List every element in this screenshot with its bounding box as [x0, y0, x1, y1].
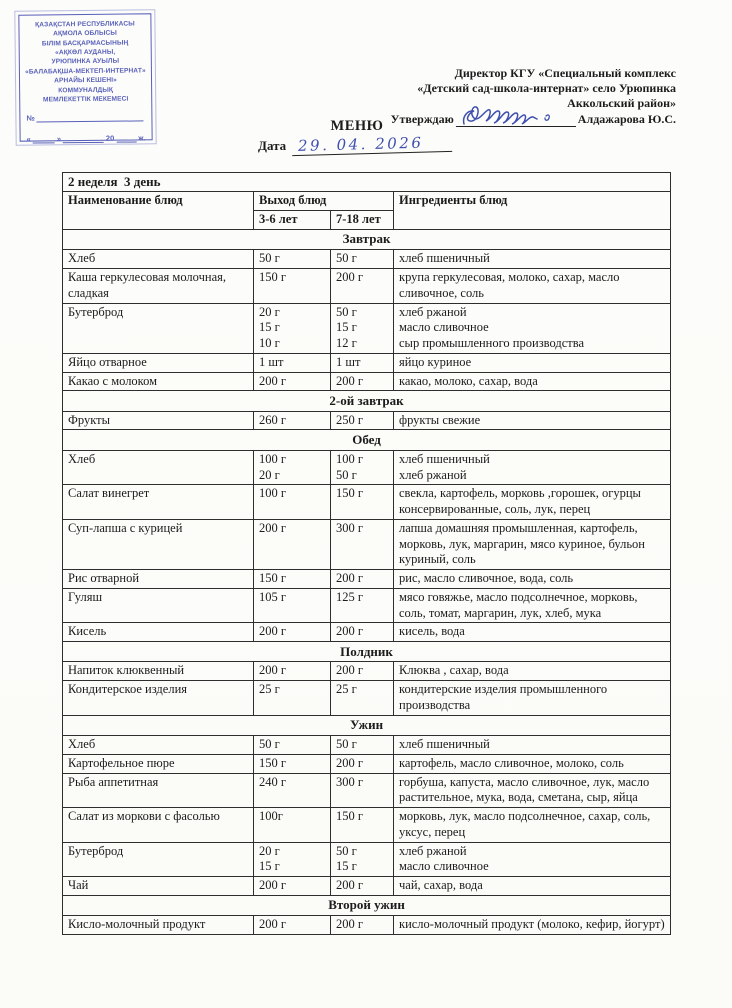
dish-name-cell: Какао с молоком [63, 372, 254, 391]
ingredients-cell: хлеб ржаной масло сливочное сыр промышленного производства [394, 303, 671, 353]
approver-name: Алдажарова Ю.С. [577, 112, 676, 126]
portion-3-6-cell: 200 г [254, 519, 331, 569]
ingredients-cell: картофель, масло сливочное, молоко, соль [394, 754, 671, 773]
portion-7-18-cell: 200 г [331, 269, 394, 304]
director-line-2: «Детский сад-школа-интернат» село Урюпинка [417, 81, 676, 95]
section-title: Полдник [63, 642, 671, 662]
portion-3-6-cell: 200 г [254, 662, 331, 681]
menu-row [63, 842, 671, 877]
section-title: 2-ой завтрак [63, 391, 671, 411]
menu-row [63, 372, 671, 391]
dish-name-cell: Рис отварной [63, 570, 254, 589]
menu-row [63, 250, 671, 269]
portion-3-6-cell: 25 г [254, 681, 331, 716]
stamp-line: УРЮПИНКА АУЫЛЫ [51, 58, 120, 66]
portion-7-18-cell: 50 г [331, 736, 394, 755]
ingredients-cell: хлеб пшеничный [394, 736, 671, 755]
portion-7-18-cell: 100 г 50 г [331, 450, 394, 485]
dish-name-cell: Салат из моркови с фасолью [63, 808, 254, 843]
portion-7-18-cell: 25 г [331, 681, 394, 716]
stamp-year-suffix: ж. [138, 133, 146, 143]
portion-7-18-cell: 200 г [331, 570, 394, 589]
section-header-row [63, 642, 671, 662]
portion-3-6-cell: 200 г [254, 916, 331, 935]
section-header-row [63, 715, 671, 735]
dish-name-cell: Чай [63, 877, 254, 896]
dish-name-cell: Бутерброд [63, 303, 254, 353]
section-header-row [63, 391, 671, 411]
ingredients-cell: горбуша, капуста, масло сливочное, лук, масло растительное, мука, вода, сметана, сыр, яйца [394, 773, 671, 808]
col-header-ingredients: Ингредиенты блюд [394, 192, 671, 230]
portion-7-18-cell: 200 г [331, 372, 394, 391]
portion-7-18-cell: 250 г [331, 411, 394, 430]
portion-3-6-cell: 50 г [254, 250, 331, 269]
portion-3-6-cell: 150 г [254, 570, 331, 589]
menu-row [63, 877, 671, 896]
section-title: Ужин [63, 715, 671, 735]
stamp-line: ҚАЗАҚСТАН РЕСПУБЛИКАСЫ [35, 20, 135, 29]
stamp-date-line [25, 134, 148, 144]
col-header-age-7-18: 7-18 лет [331, 211, 394, 230]
dish-name-cell: Хлеб [63, 450, 254, 485]
ingredients-cell: хлеб ржаной масло сливочное [394, 842, 671, 877]
dish-name-cell: Фрукты [63, 411, 254, 430]
menu-row [63, 450, 671, 485]
dish-name-cell: Хлеб [63, 250, 254, 269]
portion-3-6-cell: 20 г 15 г [254, 842, 331, 877]
stamp-day-blank [33, 136, 55, 144]
director-line-1: Директор КГУ «Специальный комплекс [454, 66, 676, 80]
section-header-row [63, 229, 671, 249]
portion-3-6-cell: 200 г [254, 623, 331, 642]
portion-3-6-cell: 100г [254, 808, 331, 843]
week-day-row [63, 173, 671, 192]
menu-row [63, 681, 671, 716]
section-title: Завтрак [63, 229, 671, 249]
stamp-year-blank [116, 135, 136, 143]
menu-row [63, 570, 671, 589]
dish-name-cell: Суп-лапша с курицей [63, 519, 254, 569]
column-header-row [63, 192, 671, 211]
menu-row [63, 662, 671, 681]
portion-3-6-cell: 1 шт [254, 353, 331, 372]
portion-3-6-cell: 105 г [254, 588, 331, 623]
dish-name-cell: Напиток клюквенный [63, 662, 254, 681]
dish-name-cell: Кисель [63, 623, 254, 642]
portion-3-6-cell: 240 г [254, 773, 331, 808]
title-block [253, 118, 483, 154]
ingredients-cell: хлеб пшеничный хлеб ржаной [394, 450, 671, 485]
menu-row [63, 485, 671, 520]
portion-7-18-cell: 125 г [331, 588, 394, 623]
dish-name-cell: Рыба аппетитная [63, 773, 254, 808]
approve-label: Утверждаю [390, 112, 454, 126]
portion-7-18-cell: 300 г [331, 773, 394, 808]
ingredients-cell: кисло-молочный продукт (молоко, кефир, йогурт) [394, 916, 671, 935]
stamp-line: МЕМЛЕКЕТТІК МЕКЕМЕСІ [43, 95, 129, 104]
ingredients-cell: какао, молоко, сахар, вода [394, 372, 671, 391]
ingredients-cell: кисель, вода [394, 623, 671, 642]
portion-3-6-cell: 150 г [254, 269, 331, 304]
portion-7-18-cell: 200 г [331, 754, 394, 773]
dish-name-cell: Картофельное пюре [63, 754, 254, 773]
dish-name-cell: Кисло-молочный продукт [63, 916, 254, 935]
section-title: Второй ужин [63, 895, 671, 915]
portion-7-18-cell: 150 г [331, 485, 394, 520]
ingredients-cell: рис, масло сливочное, вода, соль [394, 570, 671, 589]
menu-row [63, 754, 671, 773]
menu-table [62, 172, 671, 935]
ingredients-cell: свекла, картофель, морковь ,горошек, огурцы консервированные, соль, лук, перец [394, 485, 671, 520]
stamp-line: АҚМОЛА ОБЛЫСЫ [53, 30, 117, 38]
portion-3-6-cell: 50 г [254, 736, 331, 755]
portion-7-18-cell: 200 г [331, 662, 394, 681]
portion-7-18-cell: 1 шт [331, 353, 394, 372]
portion-7-18-cell: 50 г 15 г [331, 842, 394, 877]
stamp-quote-close: » [56, 134, 62, 144]
menu-row [63, 808, 671, 843]
stamp-line: БІЛІМ БАСҚАРМАСЫНЫҢ [41, 39, 129, 48]
handwritten-date: 29. 04. 2026 [292, 135, 452, 156]
ingredients-cell: лапша домашняя промышленная, картофель, морковь, лук, маргарин, мясо куриное, бульон куриный, соль [394, 519, 671, 569]
portion-3-6-cell: 260 г [254, 411, 331, 430]
date-label: Дата [258, 137, 287, 153]
stamp-line: АРНАЙЫ КЕШЕНІ» [54, 76, 117, 85]
director-line-3: Аккольский район» [567, 96, 676, 110]
ingredients-cell: морковь, лук, масло подсолнечное, сахар, соль, уксус, перец [394, 808, 671, 843]
menu-title: МЕНЮ [330, 118, 384, 134]
date-row [253, 133, 483, 155]
dish-name-cell: Хлеб [63, 736, 254, 755]
stamp-number-blank [37, 114, 144, 123]
ingredients-cell: фрукты свежие [394, 411, 671, 430]
menu-row [63, 623, 671, 642]
portion-3-6-cell: 100 г 20 г [254, 450, 331, 485]
portion-7-18-cell: 300 г [331, 519, 394, 569]
stamp-line: «БАЛАБАҚША-МЕКТЕП-ИНТЕРНАТ» [25, 67, 146, 76]
stamp-line: КОММУНАЛДЫҚ [58, 86, 114, 94]
dish-name-cell: Гуляш [63, 588, 254, 623]
stamp-number-label: № [26, 113, 35, 123]
col-header-output: Выход блюд [254, 192, 394, 211]
menu-row [63, 411, 671, 430]
ingredients-cell: кондитерские изделия промышленного производства [394, 681, 671, 716]
stamp-month-blank [63, 135, 104, 143]
portion-7-18-cell: 50 г [331, 250, 394, 269]
dish-name-cell: Яйцо отварное [63, 353, 254, 372]
dish-name-cell: Кондитерское изделия [63, 681, 254, 716]
ingredients-cell: яйцо куриное [394, 353, 671, 372]
ingredients-cell: крупа геркулесовая, молоко, сахар, масло сливочное, соль [394, 269, 671, 304]
stamp-number-line [24, 113, 147, 123]
section-title: Обед [63, 430, 671, 450]
col-header-age-3-6: 3-6 лет [254, 211, 331, 230]
ingredients-cell: чай, сахар, вода [394, 877, 671, 896]
portion-7-18-cell: 200 г [331, 623, 394, 642]
dish-name-cell: Каша геркулесовая молочная, сладкая [63, 269, 254, 304]
portion-3-6-cell: 20 г 15 г 10 г [254, 303, 331, 353]
dish-name-cell: Салат винегрет [63, 485, 254, 520]
menu-row [63, 588, 671, 623]
menu-row [63, 519, 671, 569]
menu-row [63, 269, 671, 304]
portion-7-18-cell: 200 г [331, 877, 394, 896]
ingredients-cell: хлеб пшеничный [394, 250, 671, 269]
stamp-line: «АҚКӨЛ АУДАНЫ, [55, 48, 116, 57]
portion-7-18-cell: 50 г 15 г 12 г [331, 303, 394, 353]
dish-name-cell: Бутерброд [63, 842, 254, 877]
section-header-row [63, 430, 671, 450]
ingredients-cell: Клюква , сахар, вода [394, 662, 671, 681]
menu-row [63, 303, 671, 353]
menu-row [63, 773, 671, 808]
stamp-quote-open: « [26, 134, 31, 144]
official-stamp [18, 13, 152, 144]
ingredients-cell: мясо говяжье, масло подсолнечное, морковь, соль, томат, маргарин, лук, хлеб, мука [394, 588, 671, 623]
menu-row [63, 353, 671, 372]
portion-3-6-cell: 150 г [254, 754, 331, 773]
portion-7-18-cell: 200 г [331, 916, 394, 935]
menu-row [63, 916, 671, 935]
portion-3-6-cell: 200 г [254, 372, 331, 391]
stamp-year-prefix: 20 [105, 133, 115, 144]
stamp-text-lines [23, 19, 147, 105]
portion-3-6-cell: 200 г [254, 877, 331, 896]
portion-3-6-cell: 100 г [254, 485, 331, 520]
portion-7-18-cell: 150 г [331, 808, 394, 843]
section-header-row [63, 895, 671, 915]
col-header-name: Наименование блюд [63, 192, 254, 230]
menu-row [63, 736, 671, 755]
week-day-header: 2 неделя 3 день [63, 173, 671, 192]
